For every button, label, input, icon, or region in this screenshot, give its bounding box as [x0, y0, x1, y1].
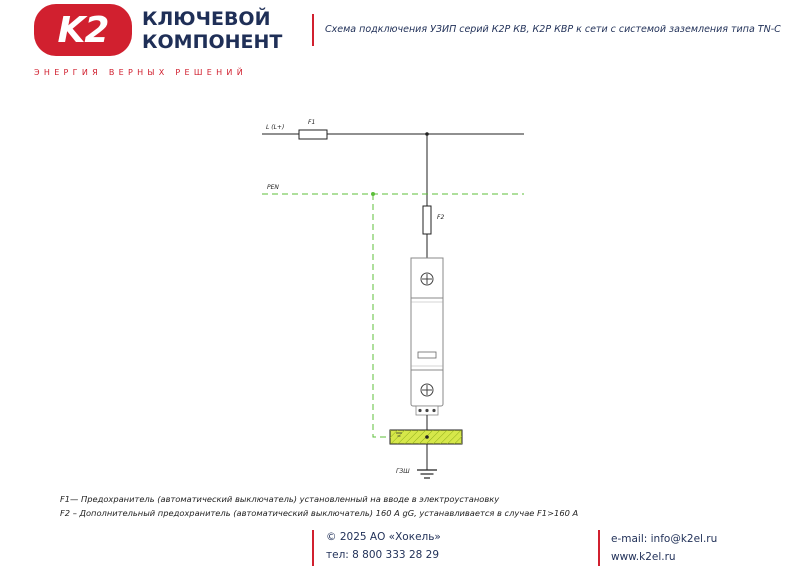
fuse-f2	[423, 206, 431, 234]
label-ground: ГЗШ	[396, 468, 410, 475]
page-title: Схема подключения УЗИП серий К2Р КВ, К2Р КВР к сети с системой заземления типа TN-C	[325, 24, 781, 35]
label-line: L (L+)	[266, 124, 285, 131]
brand-line-1: КЛЮЧЕВОЙ	[142, 8, 271, 30]
pen-drop	[373, 194, 390, 437]
label-f2: F2	[437, 214, 445, 221]
brand-line-2: КОМПОНЕНТ	[142, 31, 283, 53]
note-f1: F1— Предохранитель (автоматический выключатель) установленный на вводе в электроустановку	[60, 494, 500, 504]
logo-text: K2	[57, 9, 109, 51]
footer-divider-right	[598, 530, 600, 566]
footer-divider-left	[312, 530, 314, 566]
earth-icon	[417, 470, 437, 478]
footer-email[interactable]: e-mail: info@k2el.ru	[611, 533, 718, 545]
spd-device	[411, 258, 443, 415]
label-f1: F1	[308, 119, 316, 126]
tagline: ЭНЕРГИЯ ВЕРНЫХ РЕШЕНИЙ	[34, 68, 247, 77]
junction-ground	[425, 435, 429, 439]
label-pen: PEN	[267, 184, 279, 191]
footer-copyright: © 2025 АО «Хокель»	[326, 531, 441, 543]
footer-phone[interactable]: тел: 8 800 333 28 29	[326, 549, 439, 561]
footer-website[interactable]: www.k2el.ru	[611, 551, 676, 563]
note-f2: F2 – Дополнительный предохранитель (автоматический выключатель) 160 A gG, устанавливается в случае F1>160 A	[60, 508, 579, 518]
junction-l	[425, 132, 429, 136]
fuse-f1	[299, 130, 327, 139]
